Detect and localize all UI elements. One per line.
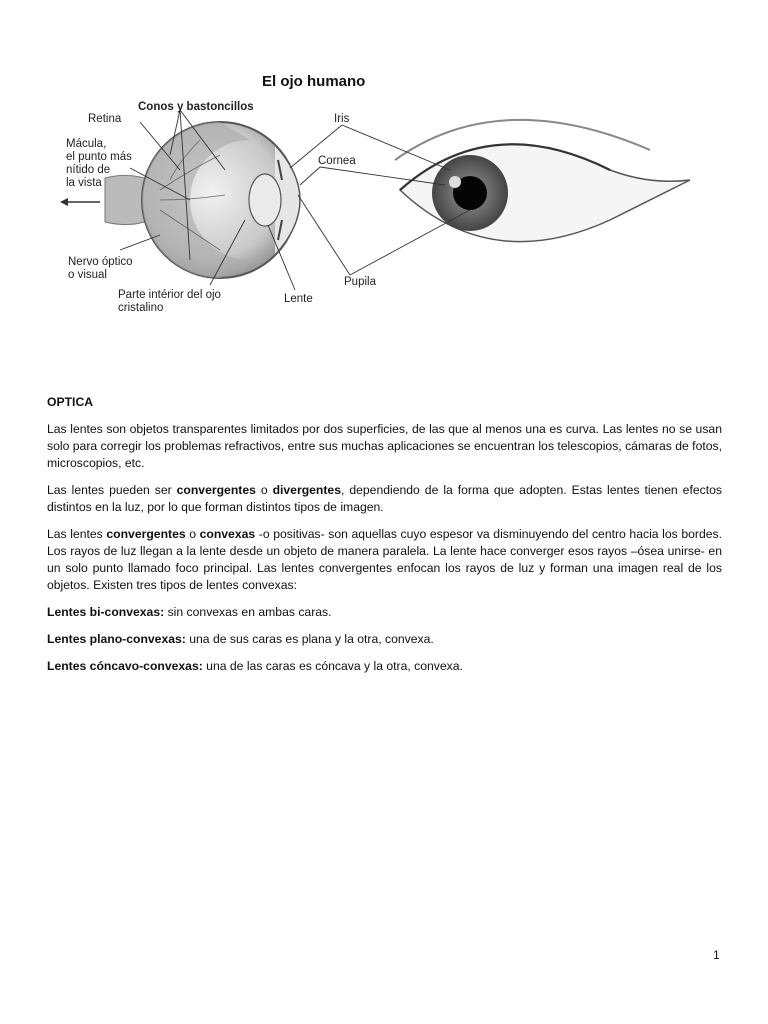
label-macula-4: la vista (66, 177, 102, 189)
label-lente: Lente (284, 293, 313, 305)
label-macula-2: el punto más (66, 151, 132, 163)
p3-term-convergentes: convergentes (106, 527, 186, 541)
document-body (47, 394, 722, 685)
highlight (449, 176, 461, 188)
lens-type-planoconvex (47, 631, 722, 648)
p3-term-convexas: convexas (199, 527, 256, 541)
p2-term-divergentes: divergentes (272, 483, 341, 497)
p3-text-c: o (185, 527, 200, 541)
lens-type-biconvex (47, 604, 722, 621)
eye-diagram (50, 60, 730, 330)
paragraph-3 (47, 526, 722, 594)
arrow-left-icon (60, 198, 68, 206)
page-number: 1 (713, 948, 720, 962)
planoconvex-desc: una de sus caras es plana y la otra, convexa. (185, 632, 434, 646)
lens-shape (249, 174, 281, 226)
paragraph-1: Las lentes son objetos transparentes limitados por dos superficies, de las que al menos una es curva. Las lentes no se usan solo para corregir los problemas refractivos, entre sus muchas aplicaciones se encuentran los telescopios, cámaras de fotos, microscopios, etc. (47, 422, 722, 470)
label-parte-1: Parte intérior del ojo (118, 289, 221, 301)
lens-type-concavoconvex (47, 658, 722, 675)
p2-text-e: , dependiendo de la forma que adopten. Estas lentes tienen efectos distintos en la luz, por lo que forman distintos tipos de imagen. (47, 483, 722, 514)
label-macula-1: Mácula, (66, 138, 107, 150)
p3-text-e: -o positivas- son aquellas cuyo espesor va disminuyendo del centro hacia los bordes. Los rayos de luz llegan a la lente desde un objeto de manera paralela. La lente hace converger esos rayos –ósea unirse- en un solo punto llamado foco principal. Las lentes convergentes enfocan los rayos de luz y forman una imagen real de los objetos. Existen tres tipos de lentes convexas: (47, 527, 722, 592)
label-retina: Retina (88, 113, 122, 125)
label-parte-2: cristalino (118, 302, 164, 314)
eye-diagram-svg (50, 60, 730, 330)
label-nervio-2: o visual (68, 269, 107, 281)
concavoconvex-term: Lentes cóncavo-convexas: (47, 659, 203, 673)
label-pupila: Pupila (344, 276, 376, 288)
biconvex-desc: sin convexas en ambas caras. (164, 605, 332, 619)
p2-text-a: Las lentes pueden ser (47, 483, 177, 497)
label-iris: Iris (334, 113, 350, 125)
planoconvex-term: Lentes plano-convexas: (47, 632, 186, 646)
concavoconvex-desc: una de las caras es cóncava y la otra, convexa. (202, 659, 463, 673)
label-macula-3: nítido de (66, 164, 111, 176)
label-nervio-1: Nervo óptico (68, 256, 133, 268)
label-conos: Conos y bastoncillos (138, 101, 254, 113)
p2-term-convergentes: convergentes (176, 483, 256, 497)
p3-text-a: Las lentes (47, 527, 107, 541)
paragraph-2 (47, 482, 722, 516)
label-cornea: Cornea (318, 155, 356, 167)
p2-text-c: o (255, 483, 273, 497)
biconvex-term: Lentes bi-convexas: (47, 605, 165, 619)
figure-title: El ojo humano (262, 73, 366, 90)
section-heading: OPTICA (47, 395, 94, 409)
